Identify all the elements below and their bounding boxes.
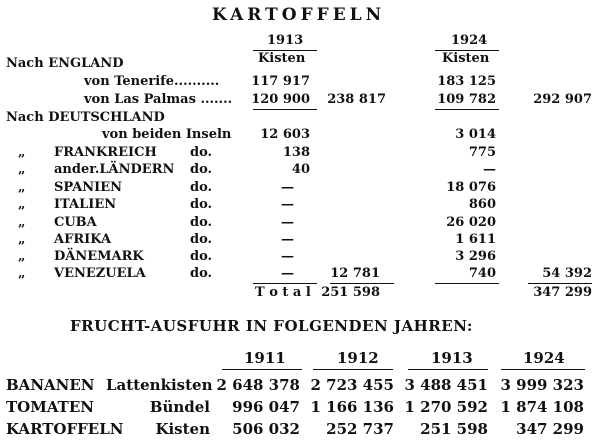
value-1913: 251 598 <box>420 420 488 438</box>
value-1913: — <box>281 215 294 230</box>
value-1924: 347 299 <box>516 420 584 438</box>
country-name: ITALIEN <box>54 197 117 212</box>
deutschland-label: Nach DEUTSCHLAND <box>6 110 165 125</box>
year-rule-1911 <box>222 369 302 370</box>
value-1924: 26 020 <box>446 215 496 230</box>
value-1911: 2 648 378 <box>216 376 300 394</box>
tenerife-1924: 183 125 <box>437 74 496 89</box>
country-name: CUBA <box>54 215 97 230</box>
ditto-do: do. <box>190 162 213 177</box>
product-unit: Bündel <box>149 398 210 416</box>
total-rule-1924-right <box>528 283 592 284</box>
year-rule-1913 <box>408 369 488 370</box>
ditto-do: do. <box>190 180 213 195</box>
unit-1924-header: Kisten <box>442 51 490 66</box>
tenerife-label: von Tenerife.......... <box>84 74 220 89</box>
value-1913: 138 <box>282 145 310 160</box>
country-name: FRANKREICH <box>54 145 157 160</box>
country-name: SPANIEN <box>54 180 123 195</box>
total-label: T o t a l <box>255 285 311 300</box>
value-1924: 18 076 <box>446 180 496 195</box>
total-1913: 251 598 <box>321 285 380 300</box>
ditto-mark: „ <box>18 266 26 281</box>
value-1924: — <box>483 162 496 177</box>
laspalmas-1924: 109 782 <box>437 92 496 107</box>
value-1924: 1 874 108 <box>500 398 584 416</box>
section-title-frucht-ausfuhr: FRUCHT-AUSFUHR IN FOLGENDEN JAHREN: <box>70 317 473 335</box>
country-name: VENEZUELA <box>54 266 146 281</box>
year-header-1913: 1913 <box>431 349 473 367</box>
england-label: Nach ENGLAND <box>6 56 124 71</box>
country-name: AFRIKA <box>54 232 112 247</box>
year-header-1912: 1912 <box>337 349 379 367</box>
value-1924: 740 <box>468 266 496 281</box>
england-sum-1924: 292 907 <box>533 92 592 107</box>
others-sum-1913: 12 781 <box>330 266 380 281</box>
ditto-do: do. <box>190 249 213 264</box>
country-name: DÄNEMARK <box>54 249 144 264</box>
tenerife-1913: 117 917 <box>251 74 310 89</box>
ditto-mark: „ <box>18 249 26 264</box>
ditto-mark: „ <box>18 197 26 212</box>
value-1913: — <box>281 249 294 264</box>
year-header-1911: 1911 <box>244 349 286 367</box>
value-1911: 996 047 <box>232 398 300 416</box>
year-rule-1924 <box>501 369 585 370</box>
value-1924: 860 <box>468 197 496 212</box>
value-1924: 775 <box>468 145 496 160</box>
ditto-mark: „ <box>18 232 26 247</box>
deutschland-1924: 3 014 <box>455 127 496 142</box>
value-1913: — <box>281 180 294 195</box>
england-rule-1913 <box>253 109 317 110</box>
ditto-mark: „ <box>18 180 26 195</box>
product-name: KARTOFFELN <box>6 420 124 438</box>
value-1912: 252 737 <box>326 420 394 438</box>
ditto-mark: „ <box>18 162 26 177</box>
value-1913: 1 270 592 <box>404 398 488 416</box>
england-rule-1924 <box>435 109 499 110</box>
value-1924: 1 611 <box>455 232 496 247</box>
value-1912: 2 723 455 <box>310 376 394 394</box>
ditto-do: do. <box>190 215 213 230</box>
value-1924: 3 999 323 <box>500 376 584 394</box>
product-name: TOMATEN <box>6 398 94 416</box>
year-header-1924: 1924 <box>523 349 565 367</box>
laspalmas-1913: 120 900 <box>251 92 310 107</box>
ditto-do: do. <box>190 232 213 247</box>
ditto-mark: „ <box>18 145 26 160</box>
product-unit: Lattenkisten <box>106 376 213 394</box>
year-1924-header: 1924 <box>451 33 488 48</box>
value-1924: 3 296 <box>455 249 496 264</box>
deutschland-1913: 12 603 <box>260 127 310 142</box>
unit-1913-header: Kisten <box>258 51 306 66</box>
value-1913: — <box>281 266 294 281</box>
year-1913-header: 1913 <box>267 33 304 48</box>
ditto-do: do. <box>190 197 213 212</box>
ditto-mark: „ <box>18 215 26 230</box>
product-name: BANANEN <box>6 376 95 394</box>
country-name: ander.LÄNDERN <box>54 162 175 177</box>
total-rule-1913-left <box>253 283 317 284</box>
value-1913: 40 <box>291 162 310 177</box>
value-1911: 506 032 <box>232 420 300 438</box>
deutschland-sub-label: von beiden Inseln <box>102 127 232 142</box>
total-rule-1924-left <box>435 283 499 284</box>
total-rule-1913-right <box>330 283 394 284</box>
laspalmas-label: von Las Palmas ....... <box>84 92 233 107</box>
value-1912: 1 166 136 <box>310 398 394 416</box>
page-title: KARTOFFELN <box>212 5 386 25</box>
value-1913: — <box>281 232 294 247</box>
ditto-do: do. <box>190 266 213 281</box>
others-sum-1924: 54 392 <box>542 266 592 281</box>
year-rule-1912 <box>313 369 393 370</box>
value-1913: 3 488 451 <box>404 376 488 394</box>
ditto-do: do. <box>190 145 213 160</box>
value-1913: — <box>281 197 294 212</box>
england-sum-1913: 238 817 <box>327 92 386 107</box>
total-1924: 347 299 <box>533 285 592 300</box>
product-unit: Kisten <box>155 420 210 438</box>
